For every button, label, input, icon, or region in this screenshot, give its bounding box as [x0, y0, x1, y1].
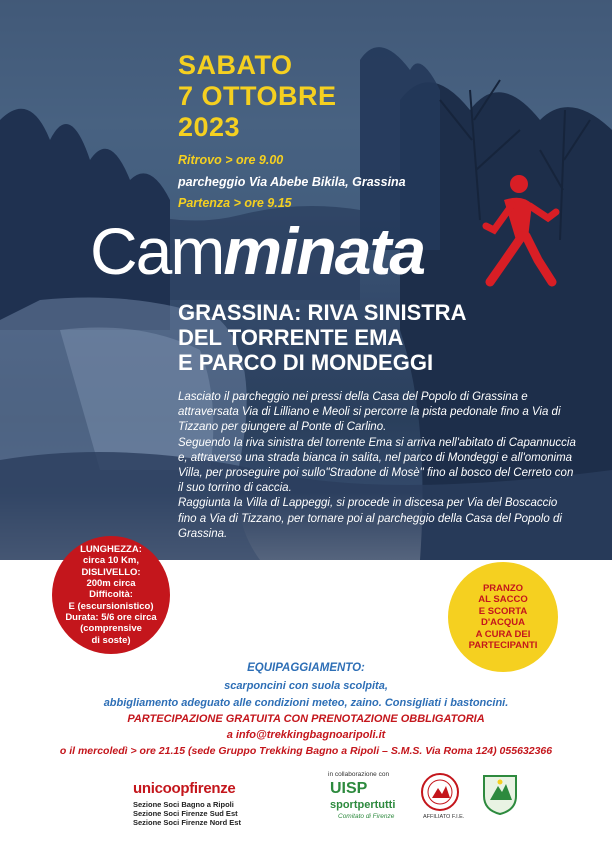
section-bagno-a-ripoli: Sezione Soci Bagno a Ripoli [133, 800, 234, 809]
stats-difficulty-label: Difficoltà: [89, 589, 133, 601]
collaboration-label: in collaborazione con [328, 771, 390, 778]
uisp-comitato: Comitato di Firenze [338, 813, 395, 820]
walker-icon [482, 170, 562, 290]
lunch-line-3: E SCORTA D'ACQUA [478, 605, 528, 628]
booking-email[interactable]: a info@trekkingbagnoaripoli.it [226, 729, 386, 741]
equipment-line-1: scarponcini con suola scolpita, [224, 680, 388, 692]
stats-length-label: LUNGHEZZA: [80, 544, 142, 556]
lunch-line-5: PARTECIPANTI [468, 640, 538, 651]
unicoop-logo: unicoopfirenze [133, 780, 236, 797]
uisp-sportpertutti: sportpertutti [330, 799, 396, 811]
fie-shield-icon [480, 772, 520, 816]
lunch-line-4: A CURA DEI [475, 628, 531, 640]
lunch-line-1: PRANZO [482, 582, 524, 594]
meeting-place: parcheggio Via Abebe Bikila, Grassina [178, 175, 406, 189]
description-paragraph-1: Lasciato il parcheggio nei pressi della Casa del Popolo di Grassina e attraversata Via di Lilliano e Meoli si percorre la pista pedonale fino a Via di Tizzano per giungere al Ponte di Carlino. [178, 391, 561, 434]
uisp-logo: UISP [330, 780, 368, 797]
route-stats-badge [52, 536, 170, 654]
trekking-group-logo-icon [420, 772, 460, 812]
meeting-time: Ritrovo > ore 9.00 [178, 153, 284, 167]
date-year: 2023 [178, 112, 241, 142]
equipment-line-2: abbigliamento adeguato alle condizioni meteo, zaino. Consigliati i bastoncini. [103, 697, 509, 709]
route-heading [178, 300, 578, 375]
description-paragraph-2: Seguendo la riva sinistra del torrente Ema si arriva nell'abitato di Capannuccia e, attraverso una strada bianca in salita, nel parco di Mondeggi e all'omonima Villa, per proseguire poi sullo"Stradone di Mosè" fino al bosco del Cerreto con il suo torrino di caccia. [178, 436, 576, 495]
section-firenze-sud-est: Sezione Soci Firenze Sud Est [133, 809, 238, 818]
event-date [178, 50, 337, 143]
title-part-minata: minata [223, 214, 425, 288]
lunch-line-2: AL SACCO [478, 594, 528, 605]
heading-line-2: DEL TORRENTE EMA [178, 325, 404, 350]
unicoop-sections [133, 800, 241, 827]
booking-phone: o il mercoledì > ore 21.15 (sede Gruppo Trekking Bagno a Ripoli – S.M.S. Via Roma 124) 055632366 [59, 745, 553, 757]
date-weekday: SABATO [178, 50, 293, 80]
stats-duration-note-1: (comprensive [80, 623, 142, 635]
affiliation-label: AFFILIATO F.I.E. [423, 814, 465, 820]
lunch-badge [448, 562, 558, 672]
departure-time: Partenza > ore 9.15 [178, 196, 292, 210]
stats-duration-note-2: di soste) [91, 634, 131, 646]
stats-difficulty-value: E (escursionistico) [68, 600, 154, 612]
route-description [178, 390, 578, 542]
heading-line-3: E PARCO DI MONDEGGI [178, 350, 434, 375]
title-part-cam: Cam [90, 214, 224, 288]
stats-elevation-label: DISLIVELLO: [81, 566, 141, 578]
stats-elevation-value: 200m circa [86, 578, 136, 590]
stats-duration: Durata: 5/6 ore circa [65, 611, 157, 623]
description-paragraph-3: Raggiunta la Villa di Lappeggi, si procede in discesa per Via del Boscaccio fino a Via di Tizzano, per tornare poi al parcheggio della Casa del Popolo di Grassina. [178, 497, 562, 540]
participation-notice: PARTECIPAZIONE GRATUITA CON PRENOTAZIONE OBBLIGATORIA [127, 713, 485, 725]
stats-length-value: circa 10 Km, [83, 555, 139, 567]
event-title [90, 216, 424, 286]
date-day-month: 7 OTTOBRE [178, 81, 337, 111]
equipment-title: EQUIPAGGIAMENTO: [247, 662, 365, 674]
section-firenze-nord-est: Sezione Soci Firenze Nord Est [133, 818, 241, 827]
heading-line-1: GRASSINA: RIVA SINISTRA [178, 300, 467, 325]
